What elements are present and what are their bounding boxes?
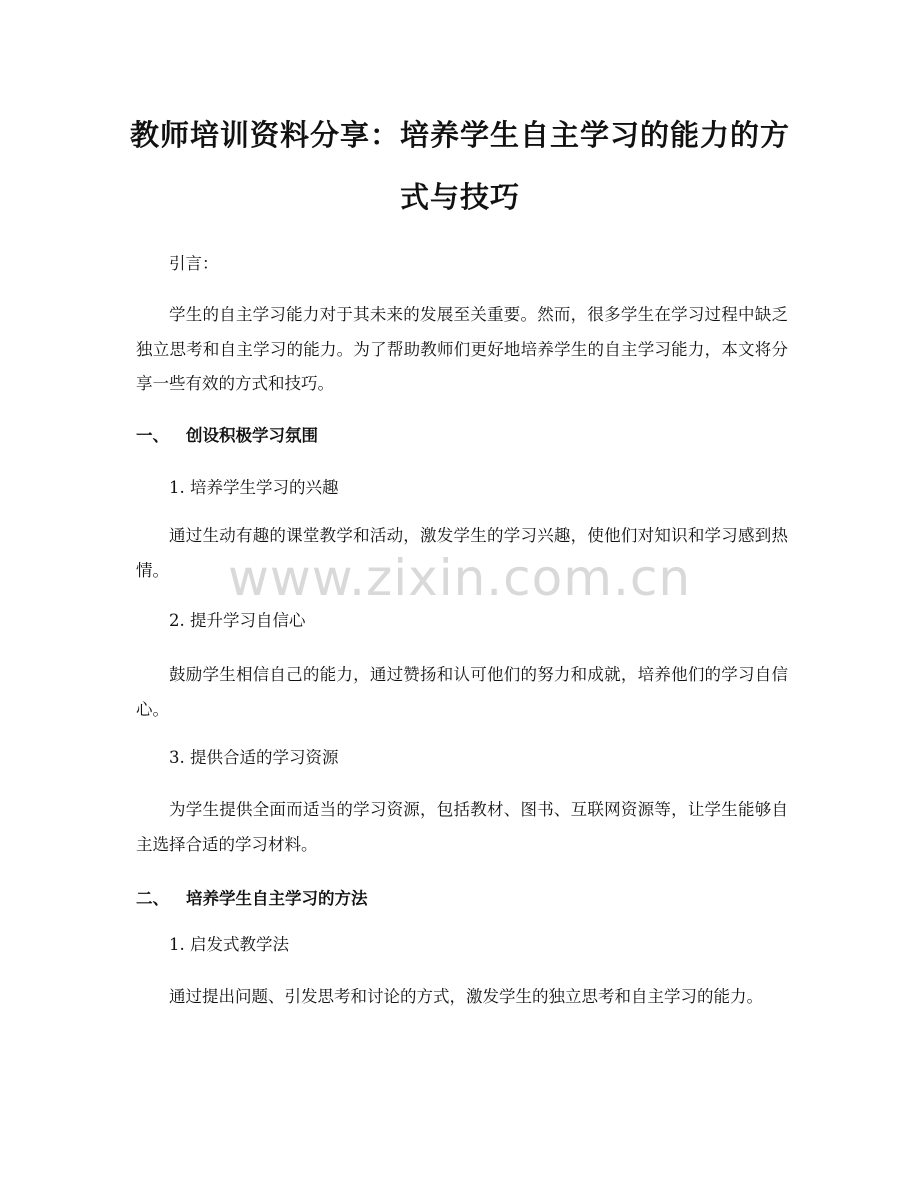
section-title-2: 培养学生自主学习的方法	[186, 889, 368, 908]
subheading-2-1: 1. 启发式教学法	[169, 935, 289, 954]
section-heading-1	[136, 421, 318, 451]
subheading-1-3: 3. 提供合适的学习资源	[169, 748, 339, 767]
intro-label: 引言：	[169, 254, 219, 273]
watermark: www.zixin.com.cn	[228, 549, 692, 607]
section-number-1: 一、	[136, 426, 169, 445]
paragraph-1-2: 鼓励学生相信自己的能力，通过赞扬和认可他们的努力和成就，培养他们的学习自信心。	[136, 665, 788, 719]
section-heading-2	[136, 884, 368, 914]
section-number-2: 二、	[136, 889, 169, 908]
paragraph-1-3: 为学生提供全面而适当的学习资源，包括教材、图书、互联网资源等，让学生能够自主选择合适的学习材料。	[136, 800, 788, 854]
section-title-1: 创设积极学习氛围	[186, 426, 318, 445]
subheading-1-1: 1. 培养学生学习的兴趣	[169, 478, 339, 497]
subheading-1-2: 2. 提升学习自信心	[169, 611, 306, 630]
paragraph-1-1: 通过生动有趣的课堂教学和活动，激发学生的学习兴趣，使他们对知识和学习感到热情。	[136, 526, 788, 580]
paragraph-2-1: 通过提出问题、引发思考和讨论的方式，激发学生的独立思考和自主学习的能力。	[169, 987, 763, 1006]
document-title: 教师培训资料分享：培养学生自主学习的能力的方式与技巧	[130, 118, 791, 214]
intro-paragraph: 学生的自主学习能力对于其未来的发展至关重要。然而，很多学生在学习过程中缺乏独立思考和自主学习的能力。为了帮助教师们更好地培养学生的自主学习能力，本文将分享一些有效的方式和技巧。	[136, 305, 788, 393]
